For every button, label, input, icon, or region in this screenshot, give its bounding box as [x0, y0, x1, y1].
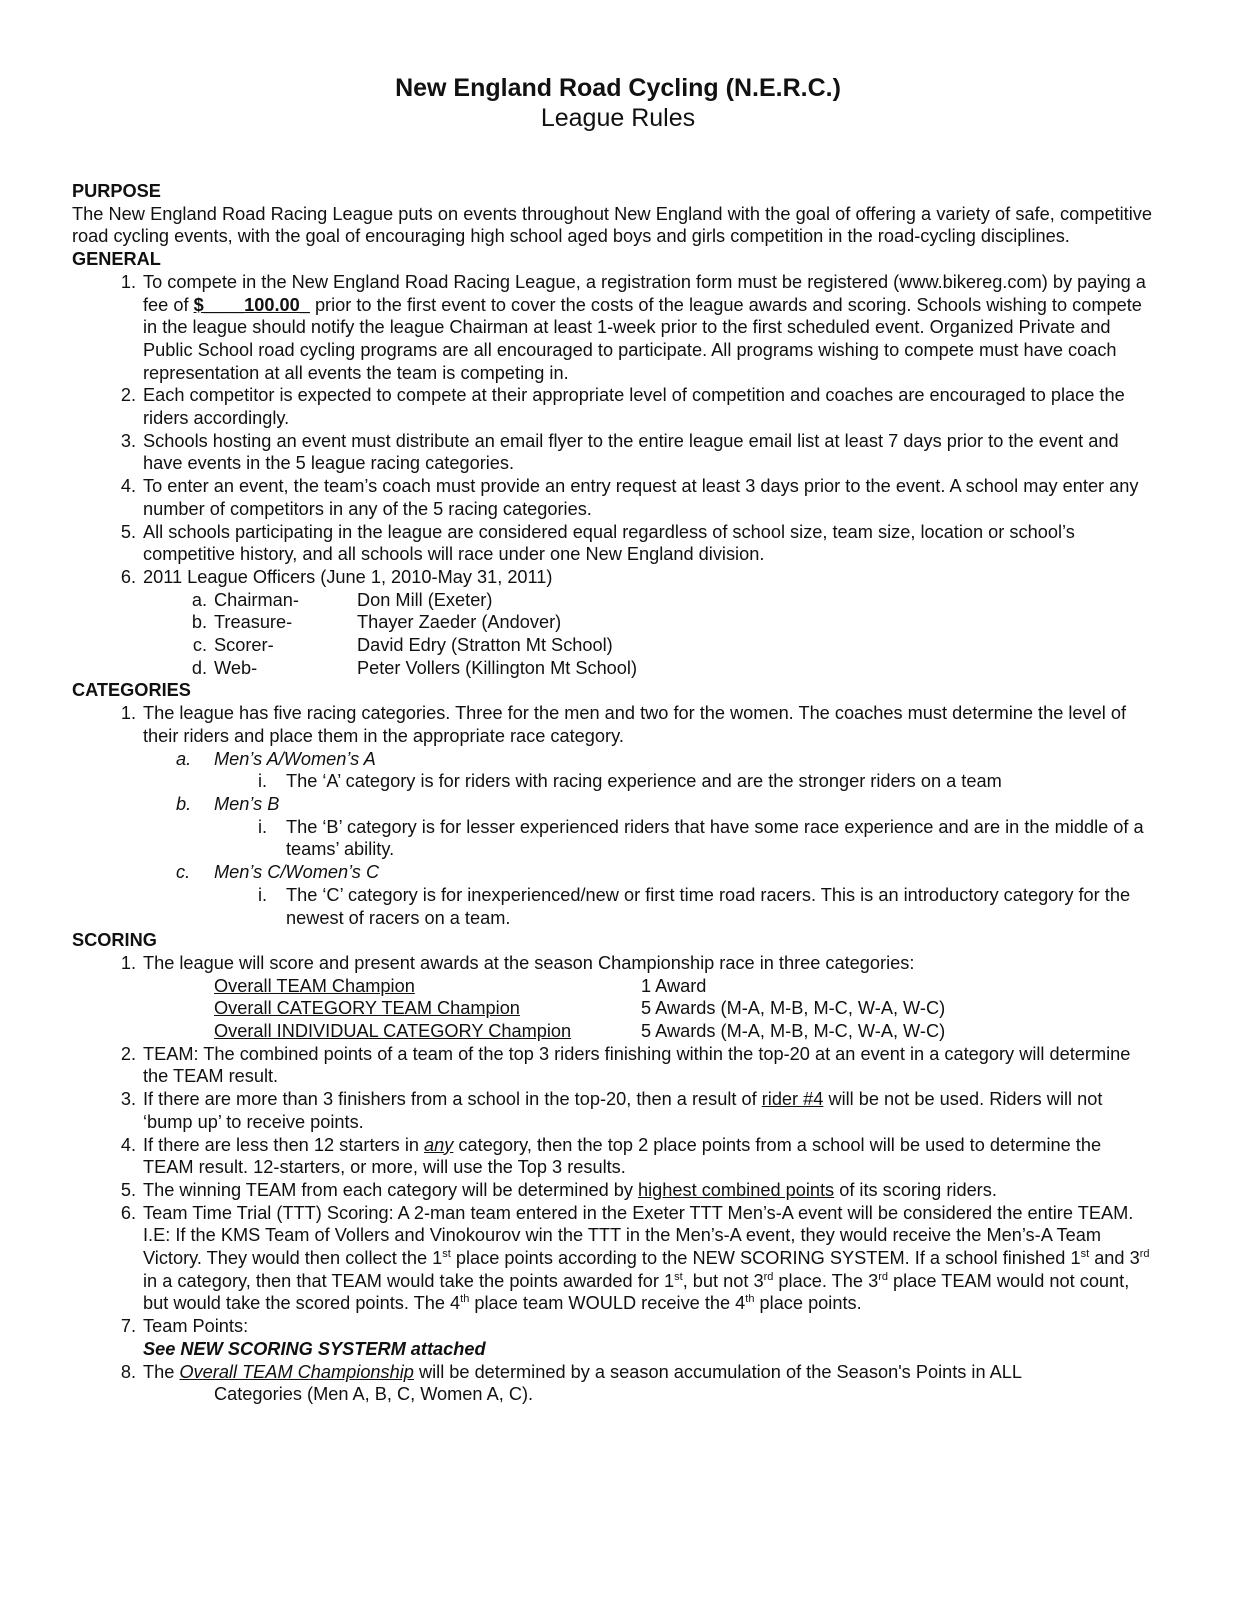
scoring-heading: SCORING: [72, 930, 157, 951]
ttt-text-d: in a category, then that TEAM would take the points awarded for 1: [143, 1270, 675, 1291]
scoring-item-8-continuation: Categories (Men A, B, C, Women A, C).: [214, 1384, 534, 1405]
award-count: 5 Awards (M-A, M-B, M-C, W-A, W-C): [641, 1021, 946, 1042]
general-item-3: [72, 430, 1152, 475]
ttt-text-f: place. The 3: [773, 1270, 879, 1291]
category-a-name: Men’s A/Women’s A: [214, 748, 376, 769]
general-item-2-text: Each competitor is expected to compete at their appropriate level of competition and coaches are encouraged to place the riders accordingly.: [143, 385, 1125, 429]
officer-role: Scorer-: [214, 635, 274, 656]
general-item-4-text: To enter an event, the team’s coach must provide an entry request at least 3 days prior to the event. A school may enter any number of competitors in any of the 5 racing categories.: [143, 476, 1139, 519]
categories-heading: CATEGORIES: [72, 680, 191, 701]
general-item-1-text-a: To compete in the New England Road Racing League, a registration form must be registered (www.bikereg.com) by paying a fee of: [143, 271, 1146, 315]
sup-st: st: [674, 1270, 683, 1283]
award-row: [72, 1020, 1152, 1043]
item-number: 5.: [120, 521, 136, 542]
item-number: 1.: [120, 271, 136, 292]
officer-row: [72, 657, 1152, 680]
award-name: Overall CATEGORY TEAM Champion: [214, 998, 520, 1019]
category-letter: a.: [176, 748, 192, 769]
category-a-description: [72, 770, 1152, 793]
award-name: Overall INDIVIDUAL CATEGORY Champion: [214, 1021, 572, 1042]
document-title: New England Road Cycling (N.E.R.C.): [395, 74, 841, 102]
scoring-item-6: [72, 1202, 1152, 1316]
general-item-4: [72, 475, 1152, 520]
ttt-text-a: Team Time Trial (TTT) Scoring: A 2-man team entered in the Exeter TTT Men’s-A event will be considered the entire TEAM. I.E: If the KMS Team of Vollers and Vinokourov win the TTT in the Men’s-A event, they would receive the Men’s-A Team Victory. They would then collect the 1: [143, 1202, 1134, 1269]
item-number: 1.: [120, 703, 136, 724]
general-item-2: [72, 384, 1152, 429]
scoring-item-5: [72, 1179, 1152, 1202]
sup-st: st: [442, 1247, 451, 1260]
scoring-item-1-text: The league will score and present awards at the season Championship race in three categories:: [143, 952, 915, 973]
ttt-text-i: place points.: [754, 1293, 862, 1314]
item-number: 5.: [120, 1179, 136, 1200]
ttt-text-g: place TEAM would not count, but would take the scored points. The 4: [143, 1270, 1130, 1314]
ttt-text-b: place points according to the NEW SCORING SYSTEM. If a school finished 1: [450, 1248, 1081, 1269]
sup-rd: rd: [1139, 1247, 1150, 1260]
purpose-text: The New England Road Racing League puts on events throughout New England with the goal of offering a variety of safe, competitive road cycling events, with the goal of encouraging high school aged boys and girls competition in the road-cycling disciplines.: [72, 203, 1152, 247]
scoring-item-2: [72, 1043, 1152, 1088]
categories-item-1: [72, 702, 1152, 747]
category-c-description: [72, 884, 1152, 929]
category-letter: b.: [176, 793, 192, 814]
scoring-item-7: [72, 1315, 1152, 1338]
scoring-note: See NEW SCORING SYSTERM attached: [143, 1338, 486, 1359]
scoring-item-2-text: TEAM: The combined points of a team of the top 3 riders finishing within the top-20 at an event in a category will determine the TEAM result.: [143, 1043, 1131, 1087]
officer-letter: b.: [191, 612, 207, 633]
scoring-item-7-text: Team Points:: [143, 1316, 249, 1337]
ttt-text-c: and 3: [1089, 1248, 1140, 1269]
category-b-description: [72, 816, 1152, 861]
general-item-1: [72, 271, 1152, 385]
scoring-item-1: [72, 952, 1152, 975]
officer-row: [72, 611, 1152, 634]
item-number: 4.: [120, 476, 136, 497]
officer-name: David Edry (Stratton Mt School): [357, 635, 613, 656]
scoring-item-3: [72, 1088, 1152, 1133]
sup-th: th: [745, 1293, 755, 1306]
scoring-item-8-text-b: will be determined by a season accumulation of the Season's Points in ALL: [413, 1361, 1022, 1382]
category-b-desc-text: The ‘B’ category is for lesser experienced riders that have some race experience and are in the middle of a teams’ ability.: [286, 816, 1144, 860]
general-item-5-text: All schools participating in the league are considered equal regardless of school size, team size, location or school’s competitive history, and all schools will race under one New England division.: [143, 521, 1075, 565]
category-b-name: Men’s B: [214, 793, 280, 814]
scoring-item-3-text-b: will be not be used. Riders will not ‘bump up’ to receive points.: [143, 1089, 1103, 1132]
general-item-5: [72, 521, 1152, 566]
award-count: 1 Award: [641, 975, 707, 996]
award-name: Overall TEAM Champion: [214, 975, 415, 996]
scoring-item-3-text-a: If there are more than 3 finishers from a school in the top-20, then a result of: [143, 1089, 762, 1110]
rider-4-underline: rider #4: [761, 1089, 824, 1110]
scoring-item-5-text-b: of its scoring riders.: [834, 1179, 997, 1200]
category-b: [72, 793, 1152, 816]
sup-rd: rd: [878, 1270, 888, 1283]
any-emphasis: any: [424, 1134, 454, 1155]
scoring-item-5-text-a: The winning TEAM from each category will be determined by: [143, 1179, 638, 1200]
sup-st: st: [1080, 1247, 1090, 1260]
roman-numeral: i.: [258, 884, 268, 905]
officer-role: Chairman-: [214, 589, 299, 610]
award-row: [72, 997, 1152, 1020]
general-item-1-text-b: prior to the first event to cover the costs of the league awards and scoring. Schools wishing to compete in the league should notify the league Chairman at least 1-week prior to the first scheduled event. Organized Private and Public School road cycling programs are all encouraged to participate. All programs wishing to compete must have coach representation at all events the team is competing in.: [143, 294, 1142, 383]
officer-letter: a.: [191, 589, 207, 610]
item-number: 3.: [120, 1089, 136, 1110]
registration-fee: $____100.00_: [193, 294, 310, 315]
overall-team-championship: Overall TEAM Championship: [179, 1361, 414, 1382]
officer-name: Don Mill (Exeter): [357, 589, 493, 610]
category-c-desc-text: The ‘C’ category is for inexperienced/new or first time road racers. This is an introductory category for the newest of racers on a team.: [286, 884, 1131, 928]
officer-letter: c.: [192, 635, 207, 656]
document-body: [72, 180, 1152, 1406]
scoring-item-4: [72, 1134, 1152, 1179]
officer-row: [72, 634, 1152, 657]
ttt-text-e: , but not 3: [682, 1270, 764, 1291]
item-number: 8.: [120, 1361, 136, 1382]
officer-row: [72, 589, 1152, 612]
scoring-item-8-text-a: The: [143, 1361, 180, 1382]
categories-item-1-text: The league has five racing categories. Three for the men and two for the women. The coaches must determine the level of their riders and place them in the appropriate race category.: [143, 703, 1127, 746]
item-number: 2.: [120, 385, 136, 406]
item-number: 1.: [120, 952, 136, 973]
award-row: [72, 975, 1152, 998]
category-c: [72, 861, 1152, 884]
item-number: 7.: [120, 1316, 136, 1337]
general-item-6-text: 2011 League Officers (June 1, 2010-May 31, 2011): [143, 566, 553, 587]
category-a: [72, 748, 1152, 771]
sup-rd: rd: [763, 1270, 774, 1283]
scoring-item-4-text-b: category, then the top 2 place points from a school will be used to determine the TEAM result. 12-starters, or more, will use the Top 3 results.: [143, 1134, 1102, 1178]
sup-th: th: [460, 1293, 470, 1306]
item-number: 6.: [120, 1202, 136, 1223]
roman-numeral: i.: [258, 771, 268, 792]
general-item-3-text: Schools hosting an event must distribute an email flyer to the entire league email list at least 7 days prior to the event and have events in the 5 league racing categories.: [143, 430, 1119, 474]
category-a-desc-text: The ‘A’ category is for riders with racing experience and are the stronger riders on a team: [286, 771, 1002, 792]
award-count: 5 Awards (M-A, M-B, M-C, W-A, W-C): [641, 998, 946, 1019]
officer-role: Web-: [214, 657, 258, 678]
scoring-item-4-text-a: If there are less then 12 starters in: [143, 1134, 425, 1155]
officer-name: Thayer Zaeder (Andover): [357, 612, 562, 633]
officer-letter: d.: [191, 657, 207, 678]
ttt-text-h: place team WOULD receive the 4: [469, 1293, 746, 1314]
scoring-item-8: [72, 1361, 1152, 1384]
item-number: 6.: [120, 566, 136, 587]
item-number: 2.: [120, 1043, 136, 1064]
item-number: 3.: [120, 430, 136, 451]
item-number: 4.: [120, 1134, 136, 1155]
purpose-heading: PURPOSE: [72, 181, 161, 201]
document-subtitle: League Rules: [540, 104, 696, 132]
officer-role: Treasure-: [214, 612, 293, 633]
highest-combined-points: highest combined points: [638, 1179, 835, 1200]
category-c-name: Men’s C/Women’s C: [214, 862, 380, 883]
general-item-6: [72, 566, 1152, 589]
category-letter: c.: [176, 862, 191, 883]
general-heading: GENERAL: [72, 249, 161, 270]
roman-numeral: i.: [258, 816, 268, 837]
officer-name: Peter Vollers (Killington Mt School): [357, 657, 638, 678]
